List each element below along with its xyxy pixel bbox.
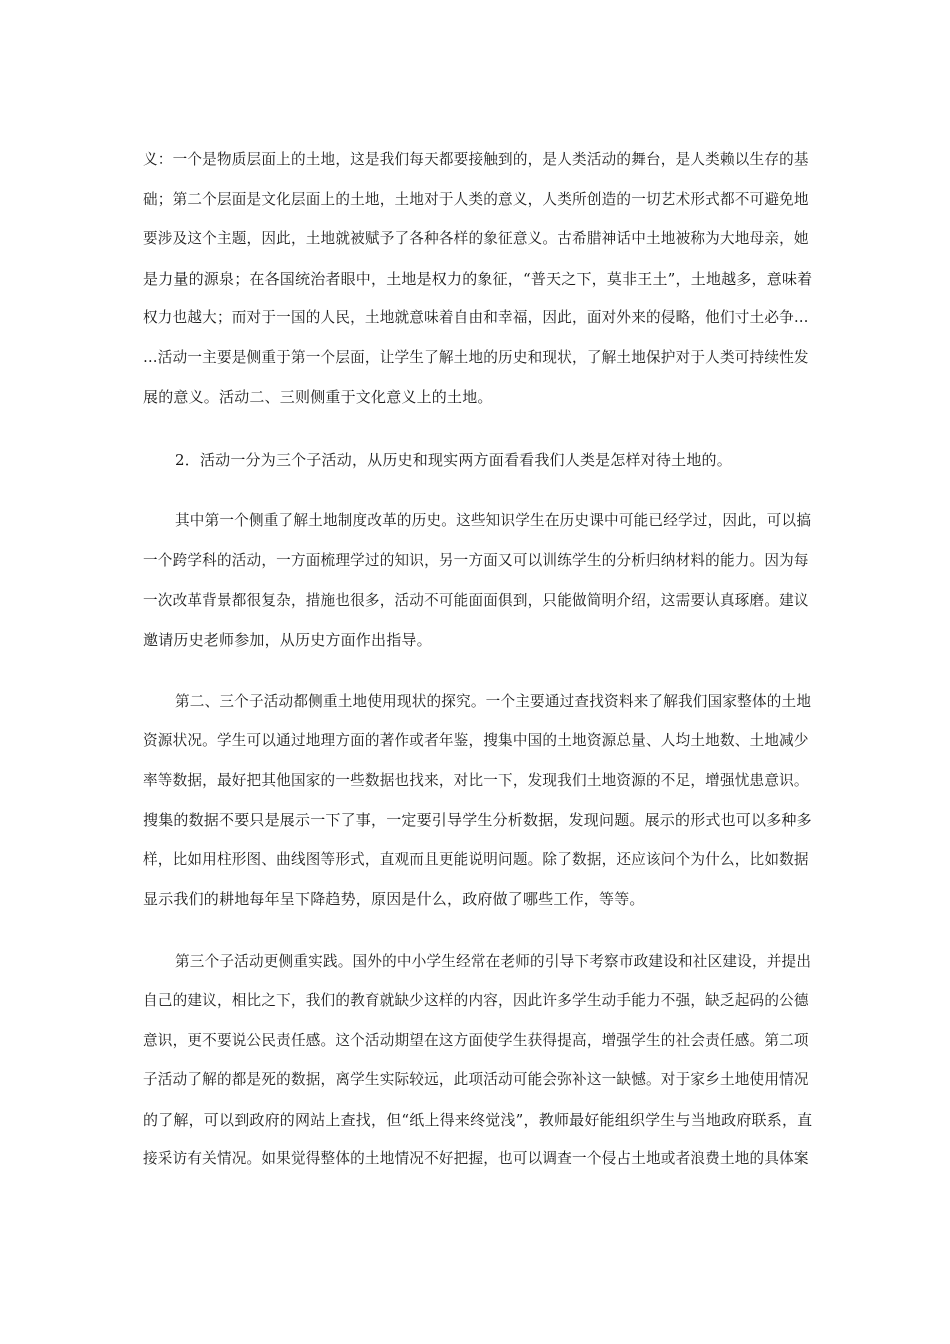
paragraph-3-line-1: 其中第一个侧重了解土地制度改革的历史。这些知识学生在历史课中可能已经学过，因此，可以搞 — [175, 512, 812, 529]
paragraph-4-line-5: 样，比如用柱形图、曲线图等形式，直观而且更能说明问题。除了数据，还应该问个为什么，比如数据 — [143, 851, 809, 868]
paragraph-4-line-3: 率等数据，最好把其他国家的一些数据也找来，对比一下，发现我们土地资源的不足，增强忧患意识。 — [143, 772, 809, 789]
paragraph-5-line-3: 意识，更不要说公民责任感。这个活动期望在这方面使学生获得提高，增强学生的社会责任感。第二项 — [143, 1032, 809, 1049]
paragraph-4-line-4: 搜集的数据不要只是展示一下了事，一定要引导学生分析数据，发现问题。展示的形式也可以多种多 — [143, 811, 812, 829]
paragraph-1-line-5: 权力也越大；而对于一国的人民，土地就意味着自由和幸福，因此，面对外来的侵略，他们寸土必争… — [143, 309, 809, 326]
paragraph-1-line-1: 义：一个是物质层面上的土地，这是我们每天都要接触到的，是人类活动的舞台，是人类赖以生存的基 — [143, 151, 809, 168]
paragraph-4-line-2: 资源状况。学生可以通过地理方面的著作或者年鉴，搜集中国的土地资源总量、人均土地数、土地减少 — [143, 732, 809, 749]
paragraph-3-line-4: 邀请历史老师参加，从历史方面作出指导。 — [143, 631, 432, 649]
paragraph-5-line-6: 接采访有关情况。如果觉得整体的土地情况不好把握，也可以调查一个侵占土地或者浪费土地的具体案 — [143, 1150, 809, 1167]
paragraph-3-line-2: 一个跨学科的活动，一方面梳理学过的知识，另一方面又可以训练学生的分析归纳材料的能力。因为每 — [143, 552, 809, 569]
paragraph-2-line-1: 2．活动一分为三个子活动，从历史和现实两方面看看我们人类是怎样对待土地的。 — [175, 451, 732, 469]
paragraph-1-line-7: 展的意义。活动二、三则侧重于文化意义上的土地。 — [143, 388, 493, 406]
paragraph-5-line-1: 第三个子活动更侧重实践。国外的中小学生经常在老师的引导下考察市政建设和社区建设，并提出 — [175, 953, 812, 970]
paragraph-1-line-6: …活动一主要是侧重于第一个层面，让学生了解土地的历史和现状，了解土地保护对于人类可持续性发 — [143, 349, 809, 366]
paragraph-5-line-5: 的了解，可以到政府的网站上查找，但“纸上得来终觉浅”，教师最好能组织学生与当地政府联系，直 — [143, 1111, 813, 1129]
paragraph-1-line-3: 要涉及这个主题，因此，土地就被赋予了各种各样的象征意义。古希腊神话中土地被称为大地母亲，她 — [143, 230, 809, 247]
paragraph-3-line-3: 一次改革背景都很复杂，措施也很多，活动不可能面面俱到，只能做简明介绍，这需要认真琢磨。建议 — [143, 592, 809, 609]
paragraph-1-line-2: 础；第二个层面是文化层面上的土地，土地对于人类的意义，人类所创造的一切艺术形式都不可避免地 — [143, 191, 809, 208]
paragraph-4-line-6: 显示我们的耕地每年呈下降趋势，原因是什么，政府做了哪些工作，等等。 — [143, 890, 645, 908]
paragraph-5-line-2: 自己的建议，相比之下，我们的教育就缺少这样的内容，因此许多学生动手能力不强，缺乏起码的公德 — [143, 992, 809, 1009]
paragraph-5-line-4: 子活动了解的都是死的数据，离学生实际较远，此项活动可能会弥补这一缺憾。对于家乡土地使用情况 — [143, 1071, 809, 1088]
paragraph-1-line-4: 是力量的源泉；在各国统治者眼中，土地是权力的象征，“普天之下，莫非王土”，土地越多，意味着 — [143, 270, 813, 288]
paragraph-4-line-1: 第二、三个子活动都侧重土地使用现状的探究。一个主要通过查找资料来了解我们国家整体的土地 — [175, 693, 812, 710]
